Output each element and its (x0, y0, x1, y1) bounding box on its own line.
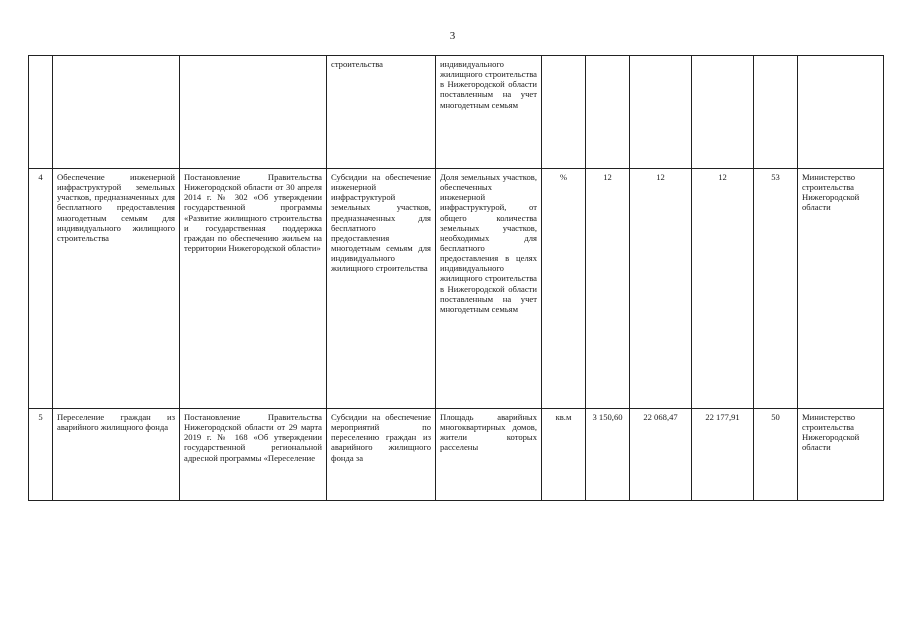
executor: Министерство строительства Нижегородской области (798, 169, 884, 409)
indicator-name: Доля земельных участков, обеспеченных инженерной инфраструктурой, от общего количества земельных участков, необходимых для бесплатного предоставления в целях индивидуального жилищного строительства в Нижегородской области поставленным на учет многодетным семьям (436, 169, 542, 409)
measures-table (28, 55, 884, 501)
indicator-name: Площадь аварийных многоквартирных домов, жители которых расселены (436, 409, 542, 501)
value-2 (630, 56, 692, 169)
financing-type: строительства (327, 56, 436, 169)
value-3: 12 (692, 169, 754, 409)
table-row (29, 409, 884, 501)
executor: Министерство строительства Нижегородской области (798, 409, 884, 501)
value-1: 3 150,60 (586, 409, 630, 501)
value-3: 22 177,91 (692, 409, 754, 501)
value-2: 22 068,47 (630, 409, 692, 501)
value-4: 50 (754, 409, 798, 501)
indicator-name: индивидуального жилищного строительства в Нижегородской области поставленным на учет многодетным семьям (436, 56, 542, 169)
value-1: 12 (586, 169, 630, 409)
value-4: 53 (754, 169, 798, 409)
legal-document: Постановление Правительства Нижегородской области от 29 марта 2019 г. № 168 «Об утверждении государственной региональной адресной программы «Переселение (180, 409, 327, 501)
unit (542, 56, 586, 169)
row-number (29, 56, 53, 169)
event-name: Переселение граждан из аварийного жилищного фонда (53, 409, 180, 501)
table-row (29, 169, 884, 409)
legal-document (180, 56, 327, 169)
legal-document: Постановление Правительства Нижегородской области от 30 апреля 2014 г. № 302 «Об утверждении государственной программы «Развитие жилищного строительства и государственная поддержка граждан по обеспечению жильем на территории Нижегородской области» (180, 169, 327, 409)
table-row (29, 56, 884, 169)
page-number: 3 (449, 30, 456, 42)
row-number: 5 (29, 409, 53, 501)
value-4 (754, 56, 798, 169)
row-number: 4 (29, 169, 53, 409)
value-2: 12 (630, 169, 692, 409)
event-name: Обеспечение инженерной инфраструктурой земельных участков, предназначенных для бесплатного предоставления многодетным семьям для индивидуального жилищного строительства (53, 169, 180, 409)
unit: % (542, 169, 586, 409)
value-3 (692, 56, 754, 169)
event-name (53, 56, 180, 169)
unit: кв.м (542, 409, 586, 501)
executor (798, 56, 884, 169)
value-1 (586, 56, 630, 169)
financing-type: Субсидии на обеспечение инженерной инфраструктурой земельных участков, предназначенных для бесплатного предоставления многодетным семьям для индивидуального жилищного строительства (327, 169, 436, 409)
financing-type: Субсидии на обеспечение мероприятий по переселению граждан из аварийного жилищного фонда за (327, 409, 436, 501)
